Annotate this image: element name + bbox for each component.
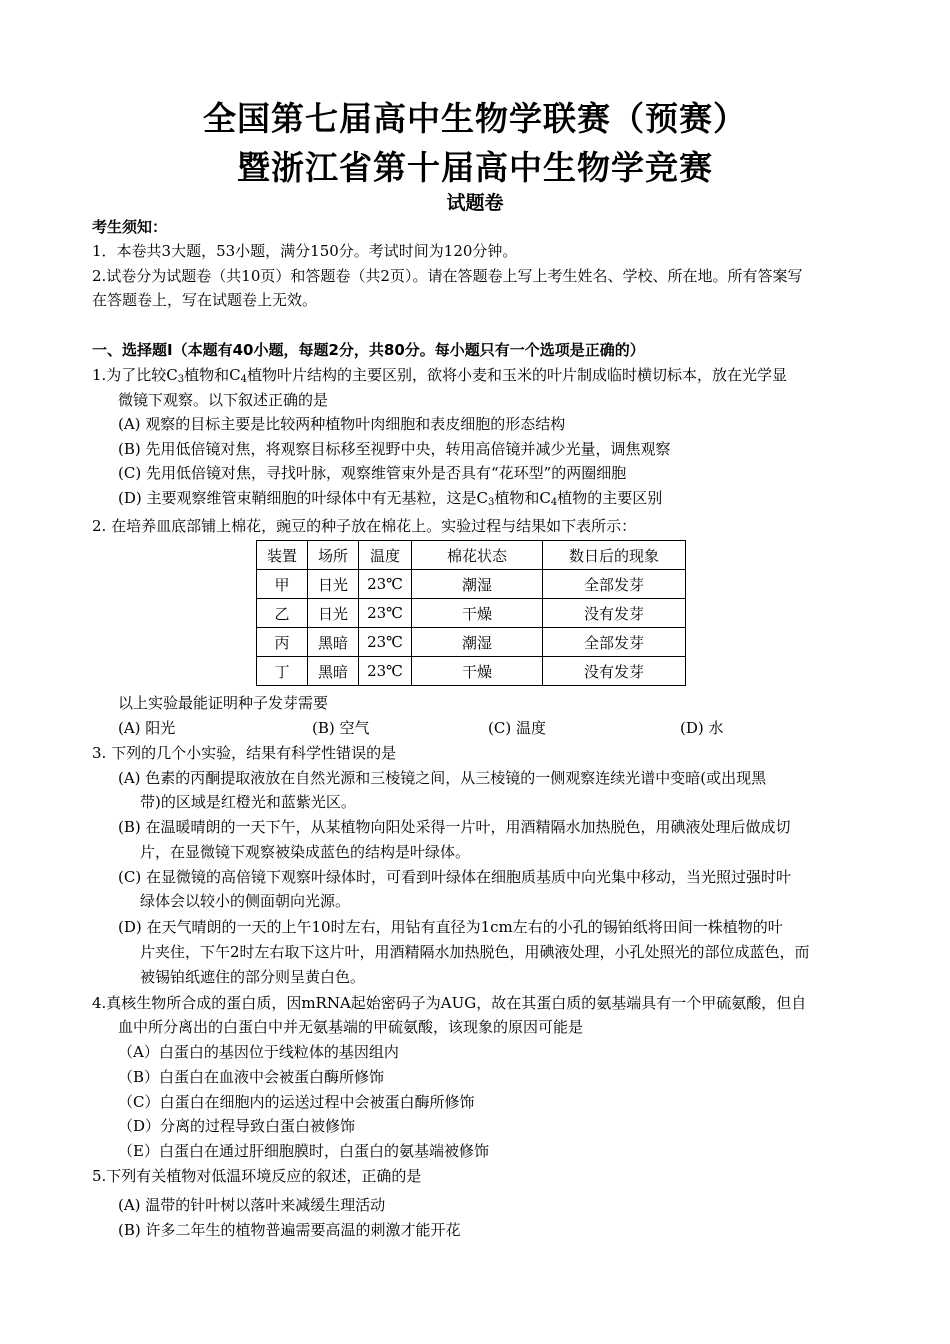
q1-stem-part-c: 植物叶片结构的主要区别，欲将小麦和玉米的叶片制成临时横切标本，放在光学显 [247, 366, 788, 384]
q3-option-d-line3: 被锡铂纸遮住的部分则呈黄白色。 [140, 968, 366, 986]
q3-option-c-line2: 绿体会以较小的侧面朝向光源。 [140, 892, 351, 910]
q2-option-d: (D) 水 [680, 719, 724, 737]
table-cell: 23℃ [359, 628, 412, 657]
table-cell: 乙 [257, 599, 308, 628]
q3-option-a-line2: 带)的区域是红橙光和蓝紫光区。 [140, 793, 356, 811]
table-cell: 日光 [308, 570, 359, 599]
q2-option-b: (B) 空气 [312, 719, 370, 737]
q1-option-b: (B) 先用低倍镜对焦，将观察目标移至视野中央，转用高倍镜并减少光量，调焦观察 [118, 440, 671, 458]
q1-option-a: (A) 观察的目标主要是比较两种植物叶肉细胞和表皮细胞的形态结构 [118, 415, 566, 433]
q2-option-a: (A) 阳光 [118, 719, 176, 737]
q1-stem-part-a: 1.为了比较C [92, 366, 178, 384]
table-header-cell: 场所 [308, 541, 359, 570]
q4-option-c: （C）白蛋白在细胞内的运送过程中会被蛋白酶所修饰 [118, 1093, 475, 1111]
table-header-cell: 数日后的现象 [543, 541, 686, 570]
q1-option-d-subscript-4: 4 [550, 497, 558, 508]
subtitle: 试题卷 [446, 192, 504, 214]
table-cell: 23℃ [359, 599, 412, 628]
q1-option-d-subscript-3: 3 [487, 497, 495, 508]
q1-stem-line1 [92, 364, 787, 386]
q1-option-d-part-a: (D) 主要观察维管束鞘细胞的叶绿体中有无基粒，这是C [118, 489, 488, 507]
q3-option-b-line2: 片，在显微镜下观察被染成蓝色的结构是叶绿体。 [140, 843, 471, 861]
table-cell: 干燥 [412, 657, 543, 686]
table-cell: 黑暗 [308, 628, 359, 657]
table-cell: 全部发芽 [543, 628, 686, 657]
table-header-cell: 棉花状态 [412, 541, 543, 570]
table-cell: 甲 [257, 570, 308, 599]
q4-option-b: （B）白蛋白在血液中会被蛋白酶所修饰 [118, 1068, 385, 1086]
q5-stem: 5.下列有关植物对低温环境反应的叙述，正确的是 [92, 1167, 422, 1185]
table-cell: 没有发芽 [543, 657, 686, 686]
q4-option-d: （D）分离的过程导致白蛋白被修饰 [118, 1117, 356, 1135]
q1-subscript-4: 4 [240, 374, 248, 385]
table-cell: 丙 [257, 628, 308, 657]
q1-stem-part-b: 植物和C [184, 366, 241, 384]
q2-stem: 2. 在培养皿底部铺上棉花，豌豆的种子放在棉花上。实验过程与结果如下表所示： [92, 517, 637, 535]
q3-option-d-line1: (D) 在天气晴朗的一天的上午10时左右，用钻有直径为1cm左右的小孔的锡铂纸将田间一株植物的叶 [118, 918, 783, 936]
notice-item-1: 1．本卷共3大题，53小题，满分150分。考试时间为120分钟。 [92, 242, 518, 260]
q1-option-d-part-b: 植物和C [494, 489, 551, 507]
table-cell: 丁 [257, 657, 308, 686]
table-cell: 全部发芽 [543, 570, 686, 599]
experiment-table [256, 540, 686, 686]
table-cell: 没有发芽 [543, 599, 686, 628]
notice-item-2-line2: 在答题卷上，写在试题卷上无效。 [92, 291, 318, 309]
q4-option-a: （A）白蛋白的基因位于线粒体的基因组内 [118, 1043, 399, 1061]
table-row [257, 657, 686, 686]
table-cell: 23℃ [359, 657, 412, 686]
table-header-cell: 温度 [359, 541, 412, 570]
table-header-cell: 装置 [257, 541, 308, 570]
q5-option-b: (B) 许多二年生的植物普遍需要高温的刺激才能开花 [118, 1221, 461, 1239]
table-row [257, 628, 686, 657]
q3-option-a-line1: (A) 色素的丙酮提取液放在自然光源和三棱镜之间，从三棱镜的一侧观察连续光谱中变暗(或出现黑 [118, 769, 767, 787]
q2-option-c: (C) 温度 [488, 719, 546, 737]
q1-option-d [118, 487, 662, 509]
table-cell: 黑暗 [308, 657, 359, 686]
q1-stem-line2: 微镜下观察。以下叙述正确的是 [118, 391, 329, 409]
q5-option-a: (A) 温带的针叶树以落叶来减缓生理活动 [118, 1196, 386, 1214]
notice-item-2-line1: 2.试卷分为试题卷（共10页）和答题卷（共2页）。请在答题卷上写上考生姓名、学校、所在地。所有答案写 [92, 267, 803, 285]
table-cell: 潮湿 [412, 570, 543, 599]
q3-option-d-line2: 片夹住，下午2时左右取下这片叶，用酒精隔水加热脱色，用碘液处理，小孔处照光的部位成蓝色，而 [140, 943, 810, 961]
main-title-line2: 暨浙江省第十届高中生物学竞赛 [237, 148, 713, 187]
table-cell: 23℃ [359, 570, 412, 599]
section-1-heading: 一、选择题Ⅰ（本题有40小题，每题2分，共80分。每小题只有一个选项是正确的） [92, 341, 645, 359]
table-row [257, 599, 686, 628]
q3-option-b-line1: (B) 在温暖晴朗的一天下午，从某植物向阳处采得一片叶，用酒精隔水加热脱色，用碘液处理后做成切 [118, 818, 791, 836]
q1-option-d-part-c: 植物的主要区别 [557, 489, 663, 507]
table-row [257, 570, 686, 599]
q3-option-c-line1: (C) 在显微镜的高倍镜下观察叶绿体时，可看到叶绿体在细胞质基质中向光集中移动，当光照过强时叶 [118, 868, 791, 886]
q2-conclusion: 以上实验最能证明种子发芽需要 [118, 694, 329, 712]
notice-heading: 考生须知： [92, 218, 168, 236]
table-cell: 日光 [308, 599, 359, 628]
main-title-line1: 全国第七届高中生物学联赛（预赛） [203, 99, 747, 138]
q4-stem-line1: 4.真核生物所合成的蛋白质，因mRNA起始密码子为AUG，故在其蛋白质的氨基端具有一个甲硫氨酸，但自 [92, 994, 807, 1012]
q1-subscript-3: 3 [177, 374, 185, 385]
table-cell: 干燥 [412, 599, 543, 628]
q4-stem-line2: 血中所分离出的白蛋白中并无氨基端的甲硫氨酸，该现象的原因可能是 [118, 1018, 584, 1036]
table-header-row [257, 541, 686, 570]
q1-option-c: (C) 先用低倍镜对焦，寻找叶脉，观察维管束外是否具有“花环型”的两圈细胞 [118, 464, 627, 482]
q4-option-e: （E）白蛋白在通过肝细胞膜时，白蛋白的氨基端被修饰 [118, 1142, 489, 1160]
q3-stem: 3. 下列的几个小实验，结果有科学性错误的是 [92, 744, 397, 762]
table-cell: 潮湿 [412, 628, 543, 657]
